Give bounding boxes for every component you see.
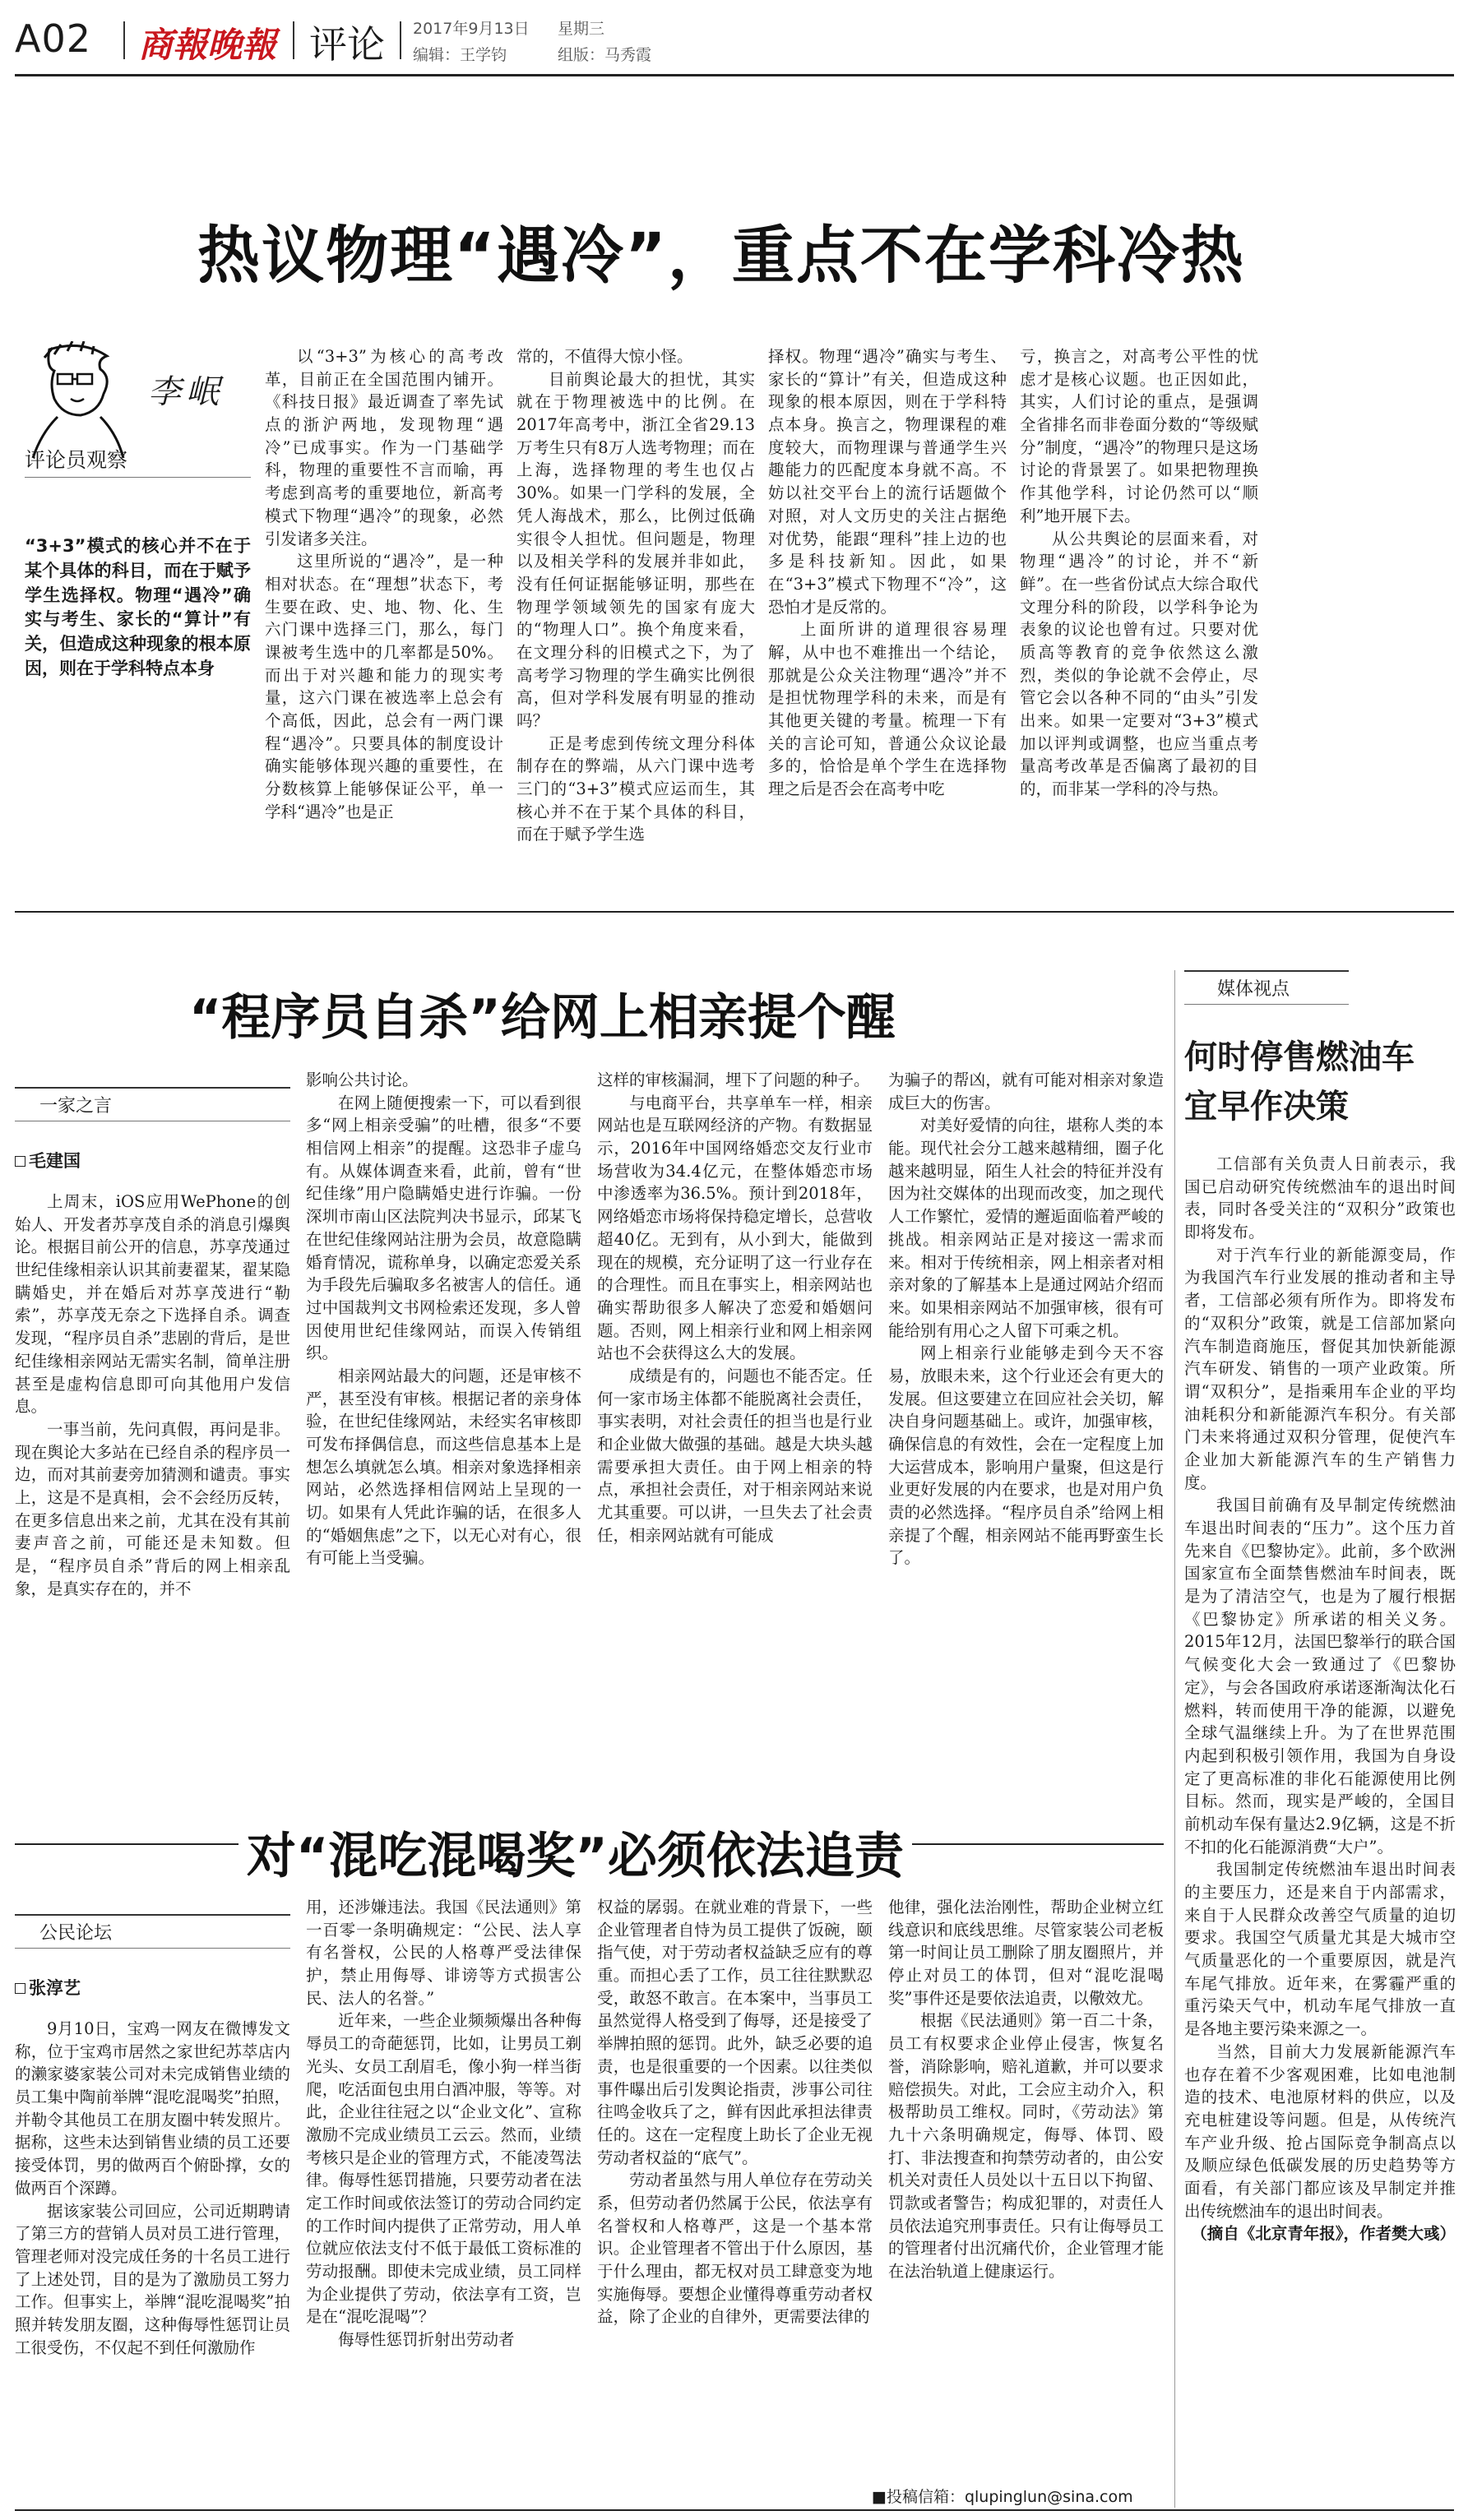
article2-headline: “程序员自杀”给网上相亲提个醒 bbox=[189, 989, 896, 1047]
sidebar-body: 工信部有关负责人日前表示，我国已启动研究传统燃油车的退出时间表，同时各受关注的“双积分”政策也即将发布。 对于汽车行业的新能源变局，作为我国汽车行业发展的推动者和主导者，工信部必须有所作为。即将发布的“双积分”政策，就是工信部加紧向汽车制造商施压，督促其加快新能源汽车研发、销售的一项产业政策。所谓“双积分”，是指乘用车企业的平均油耗积分和新能源汽车积分。有关部门未来将通过双积分管理，促使汽车企业加大新能源汽车的生产销售力度。 我国目前确有及早制定传统燃油车退出时间表的“压力”。这个压力首先来自《巴黎协定》。此前，多个欧洲国家宣布全面禁售燃油车时间表，既是为了清洁空气，也是为了履行根据《巴黎协定》所承诺的相关义务。2015年12月，法国巴黎举行的联合国气候变化大会一致通过了《巴黎协定》，与会各国政府承诺逐渐淘汰化石燃料，转而使用干净的能源，以避免全球气温继续上升。为了在世界范围内起到积极引领作用，我国为自身设定了更高标准的非化石能源使用比例目标。然而，现实是严峻的，全国目前机动车保有量达2.9亿辆，这是不折不扣的化石能源消费“大户”。 我国制定传统燃油车退出时间表的主要压力，还是来自于内部需求，来自于人民群众改善空气质量的迫切要求。我国空气质量尤其是大城市空气质量恶化的一个重要原因，就是汽车尾气排放。近年来，在雾霾严重的重污染天气中，机动车尾气排放一直是各地主要污染来源之一。 当然，目前大力发展新能源汽车也存在着不少客观困难，比如电池制造的技术、电池原材料的供应，以及充电桩建设等问题。但是，从传统汽车产业升级、抢占国际竞争制高点以及顺应绿色低碳发展的历史趋势等方面看，有关部门都应该及早制定并推出传统燃油车的退出时间表。 （摘自《北京青年报》，作者樊大彧） bbox=[1184, 1153, 1456, 2501]
article2-column-2: 影响公共讨论。 在网上随便搜索一下，可以看到很多“网上相亲受骗”的吐槽，很多“不要相信网上相亲”的提醒。这恐非子虚乌有。从媒体调查来看，此前，曾有“世纪佳缘”用户隐瞒婚史进行诈骗。一份深圳市南山区法院判决书显示，邱某飞在世纪佳缘网站注册为会员，故意隐瞒婚育情况，谎称单身，以确定恋爱关系为手段先后骗取多名被害人的信任。通过中国裁判文书网检索还发现，多人曾因使用世纪佳缘网站，而误入传销组织。 相亲网站最大的问题，还是审核不严，甚至没有审核。根据记者的亲身体验，在世纪佳缘网站，未经实名审核即可发布择偶信息，而这些信息基本上是想怎么填就怎么填。相亲对象选择相亲网站，必然选择相信网站上呈现的一切。如果有人凭此诈骗的话，在很多人的“婚姻焦虑”之下，以无心对有心，很有可能上当受骗。 bbox=[306, 1070, 581, 1568]
paper-logo: 商報晚報 bbox=[138, 25, 277, 65]
layout-credit: 组版：马秀霞 bbox=[558, 46, 652, 64]
article1-column-1: 以“3+3”为核心的高考改革，目前正在全国范围内铺开。《科技日报》最近调查了率先试点的浙沪两地，发现物理“遇冷”已成事实。作为一门基础学科，物理的重要性不言而喻，再考虑到高考的重要地位，新高考模式下物理“遇冷”的现象，必然引发诸多关注。 这里所说的“遇冷”，是一种相对状态。在“理想”状态下，考生要在政、史、地、物、化、生六门课中选择三门，那么，每门课被考生选中的几率都是50%。而出于对兴趣和能力的现实考量，这六门课在被选率上总会有个高低，因此，总会有一两门课程“遇冷”。只要具体的制度设计确实能够体现兴趣的重要性，在分数核算上能够保证公平，单一学科“遇冷”也是正 bbox=[265, 347, 503, 821]
page-number: A02 bbox=[15, 16, 92, 61]
article1-column-4: 亏，换言之，对高考公平性的忧虑才是核心议题。也正因如此，其实，人们讨论的重点，是强调全省排名而非卷面分数的“等级赋分”制度，“遇冷”的物理只是这场讨论的背景罢了。如果把物理换作其他学科，讨论仍然可以“顺利”地开展下去。 从公共舆论的层面来看，对物理“遇冷”的讨论，并不“新鲜”。在一些省份试点大综合取代文理分科的阶段，以学科争论为表象的议论也曾有过。只要对优质高等教育的竞争依然这么激烈，类似的争论就不会停止，尽管它会以各种不同的“由头”引发出来。如果一定要对“3+3”模式加以评判或调整，也应当重点考量高考改革是否偏离了最初的目的，而非某一学科的冷与热。 bbox=[1020, 347, 1258, 799]
article3-column-1: 9月10日，宝鸡一网友在微博发文称，位于宝鸡市居然之家世纪苏萃店内的濑家婆家装公司对未完成销售业绩的员工集中陶前举牌“混吃混喝奖”拍照，并勒令其他员工在朋友圈中转发照片。据称，这些未达到销售业绩的员工还要接受体罚，男的做两百个俯卧撑，女的做两百个深蹲。 据该家装公司回应，公司近期聘请了第三方的营销人员对员工进行管理，管理老师对没完成任务的十名员工进行了上述处罚，目的是为了激励员工努力工作。但事实上，举牌“混吃混喝奖”拍照并转发朋友圈，这种侮辱性惩罚让员工很受伤，不仅起不到任何激励作 bbox=[15, 2019, 290, 2357]
issue-date: 2017年9月13日 bbox=[413, 20, 530, 38]
masthead-rule bbox=[15, 74, 1454, 76]
article1-column-2: 常的，不值得大惊小怪。 目前舆论最大的担忧，其实就在于物理被选中的比例。在2017年高考中，浙江全省29.13万考生只有8万人选考物理；而在上海，选择物理的考生也仅占30%。如果一门学科的发展，全凭人海战术，那么，比例过低确实很令人担忧。但问题是，物理以及相关学科的发展并非如此，没有任何证据能够证明，那些在物理学领域领先的国家有庞大的“物理人口”。换个角度来看，在文理分科的旧模式之下，为了高考学习物理的学生确实比例很高，但对学科发展有明显的推动吗？ 正是考虑到传统文理分科体制存在的弊端，从六门课中选考三门的“3+3”模式应运而生，其核心并不在于某个具体的科目，而在于赋予学生选 bbox=[516, 347, 755, 844]
article1-column-3: 择权。物理“遇冷”确实与考生、家长的“算计”有关，但造成这种现象的根本原因，则在于学科特点本身。换言之，物理课程的难度较大，而物理课与普通学生兴趣能力的匹配度本身就不高。不妨以社交平台上的流行话题做个对照，对人文历史的关注占据绝对优势，能跟“理科”挂上边的也多是科技新知。因此，如果在“3+3”模式下物理不“冷”，这恐怕才是反常的。 上面所讲的道理很容易理解，从中也不难推出一个结论，那就是公众关注物理“遇冷”并不是担忧物理学科的未来，而是有其他更关键的考量。梳理一下有关的言论可知，普通公众议论最多的，恰恰是单个学生在选择物理之后是否会在高考中吃 bbox=[768, 347, 1007, 799]
sidebar-headline: 何时停售燃油车 宜早作决策 bbox=[1184, 1038, 1415, 1126]
author-signature: 李岷 bbox=[148, 373, 224, 411]
article2-column-3: 这样的审核漏洞，埋下了问题的种子。 与电商平台，共享单车一样，相亲网站也是互联网经济的产物。有数据显示，2016年中国网络婚恋交友行业市场营收为34.4亿元，在整体婚恋市场中渗透率为36.5%。预计到2018年，网络婚恋市场将保持稳定增长，总营收超40亿。无到有，从小到大，能做到现在的规模，充分证明了这一行业存在的合理性。而且在事实上，相亲网站也确实帮助很多人解决了恋爱和婚姻问题。否则，网上相亲行业和网上相亲网站也不会获得这么大的发展。 成绩是有的，问题也不能否定。任何一家市场主体都不能脱离社会责任，事实表明，对社会责任的担当也是行业和企业做大做强的基础。越是大块头越需要承担大责任。由于网上相亲的特点，承担社会责任，对于相亲网站来说尤其重要。可以讲，一旦失去了社会责任，相亲网站就有可能成 bbox=[597, 1070, 873, 1545]
masthead bbox=[15, 12, 1454, 69]
article3-column-4: 他律，强化法治刚性，帮助企业树立红线意识和底线思维。尽管家装公司老板第一时间让员工删除了朋友圈照片，并停止对员工的体罚，但对“混吃混喝奖”事件还是要依法追责，以儆效尤。 根据《民法通则》第一百二十条，员工有权要求企业停止侵害，恢复名誉，消除影响，赔礼道歉，并可以要求赔偿损失。对此，工会应主动介入，积极帮助员工维权。同时，《劳动法》第九十六条明确规定，侮辱、体罚、殴打、非法搜查和拘禁劳动者的，由公安机关对责任人员处以十五日以下拘留、罚款或者警告；构成犯罪的，对责任人员依法追究刑事责任。只有让侮辱员工的管理者付出沉痛代价，企业管理才能在法治轨道上健康运行。 bbox=[888, 1898, 1164, 2281]
masthead-divider bbox=[293, 21, 294, 59]
page-bottom-rule bbox=[15, 2509, 1454, 2511]
pullquote-rule bbox=[25, 477, 251, 478]
article3-headline-display: 对“混吃混喝奖”必须依法追责 bbox=[238, 1817, 912, 1888]
byline-box-icon bbox=[15, 1156, 25, 1167]
article1-bottom-rule bbox=[15, 911, 1454, 913]
pullquote: “3+3”模式的核心并不在于某个具体的科目，而在于赋予学生选择权。物理“遇冷”确实与考生、家长的“算计”有关，但造成这种现象的根本原因，则在于学科特点本身 bbox=[25, 536, 251, 679]
sidebar-divider bbox=[1174, 970, 1175, 2508]
article2-column-1: 上周末，iOS应用WePhone的创始人、开发者苏享茂自杀的消息引爆舆论。根据目前公开的信息，苏享茂通过世纪佳缘相亲认识其前妻翟某，翟某隐瞒婚史，并在婚后对苏享茂进行“勒索”，苏享茂无奈之下选择自杀。调查发现，“程序员自杀”悲剧的背后，是世纪佳缘相亲网站无需实名制，简单注册甚至是虚构信息即可向其他用户发信息。 一事当前，先问真假，再问是非。现在舆论大多站在已经自杀的程序员一边，而对其前妻旁加猜测和谴责。事实上，这是不是真相，会不会经历反转，在更多信息出来之前，尤其在没有其前妻声音之前，可能还是未知数。但是，“程序员自杀”背后的网上相亲乱象，是真实存在的，并不 bbox=[15, 1192, 290, 1598]
column-label: 评论员观察 bbox=[25, 448, 128, 472]
author-byline: 张淳艺 bbox=[15, 1975, 81, 2000]
submission-email: ■投稿信箱：qlupinglun@sina.com bbox=[872, 2488, 1133, 2506]
sidebar bbox=[1184, 970, 1456, 2508]
article2-column-4: 为骗子的帮凶，就有可能对相亲对象造成巨大的伤害。 对美好爱情的向往，堪称人类的本能。现代社会分工越来越精细，圈子化越来越明显，陌生人社会的特征并没有因为社交媒体的出现而改变，加之现代人工作繁忙，爱情的邂逅面临着严峻的挑战。相亲网站正是对接这一需求而来。相对于传统相亲，网上相亲者对相亲对象的了解基本上是通过网站介绍而来。如果相亲网站不加强审核，很有可能给别有用心之人留下可乘之机。 网上相亲行业能够走到今天不容易，放眼未来，这个行业还会有更大的发展。但这要建立在回应社会关切，解决自身问题基础上。或许，加强审核，确保信息的有效性，会在一定程度上加大运营成本，影响用户量聚，但这是行业更好发展的内在要求，也是对用户负责的必然选择。“程序员自杀”给网上相亲提了个醒，相亲网站不能再野蛮生长了。 bbox=[888, 1070, 1164, 1568]
issue-weekday: 星期三 bbox=[558, 20, 605, 38]
article3-column-3: 权益的孱弱。在就业难的背景下，一些企业管理者自恃为员工提供了饭碗，颐指气使，对于劳动者权益缺乏应有的尊重。而担心丢了工作，员工往往默默忍受，敢怒不敢言。在本案中，当事员工虽然觉得人格受到了侮辱，还是接受了举牌拍照的惩罚。此外，缺乏必要的追责，也是很重要的一个因素。以往类似事件曝出后引发舆论指责，涉事公司往往鸣金收兵了之，鲜有因此承担法律责任的。这在一定程度上助长了企业无视劳动者权益的“底气”。 劳动者虽然与用人单位存在劳动关系，但劳动者仍然属于公民，依法享有名誉权和人格尊严，这是一个基本常识。企业管理者不管出于什么原因，基于什么理由，都无权对员工肆意变为地实施侮辱。要想企业懂得尊重劳动者权益，除了企业的自律外，更需要法律的 bbox=[597, 1898, 873, 2327]
masthead-divider bbox=[123, 21, 125, 59]
sidebar-column-label: 媒体视点 bbox=[1184, 970, 1349, 1005]
column-label: 一家之言 bbox=[15, 1087, 290, 1121]
article1-headline: 热议物理“遇冷”，重点不在学科冷热 bbox=[197, 219, 1245, 292]
masthead-divider bbox=[400, 21, 401, 59]
column-label: 公民论坛 bbox=[15, 1914, 290, 1949]
sidebar-source: （摘自《北京青年报》，作者樊大彧） bbox=[1191, 2224, 1456, 2244]
section-name: 评论 bbox=[309, 22, 385, 67]
author-byline: 毛建国 bbox=[15, 1148, 81, 1172]
byline-box-icon bbox=[15, 1983, 25, 1994]
editor-credit: 编辑：王学钧 bbox=[413, 46, 507, 64]
article3-column-2: 用，还涉嫌违法。我国《民法通则》第一百零一条明确规定：“公民、法人享有名誉权，公民的人格尊严受法律保护，禁止用侮辱、诽谤等方式损害公民、法人的名誉。” 近年来，一些企业频频爆出各种侮辱员工的奇葩惩罚，比如，让男员工剃光头、女员工刮眉毛，像小狗一样当街爬，吃活面包虫用白酒冲服，等等。对此，企业往往冠之以“企业文化”、宣称激励不完成业绩员工云云。然而，业绩考核只是企业的管理方式，不能凌驾法律。侮辱性惩罚措施，只要劳动者在法定工作时间或依法签订的劳动合同约定的工作时间内提供了正常劳动，用人单位就应依法支付不低于最低工资标准的劳动报酬。即使未完成业绩，员工同样为企业提供了劳动，依法享有工资，岂是在“混吃混喝”？ 侮辱性惩罚折射出劳动者 bbox=[306, 1898, 581, 2350]
